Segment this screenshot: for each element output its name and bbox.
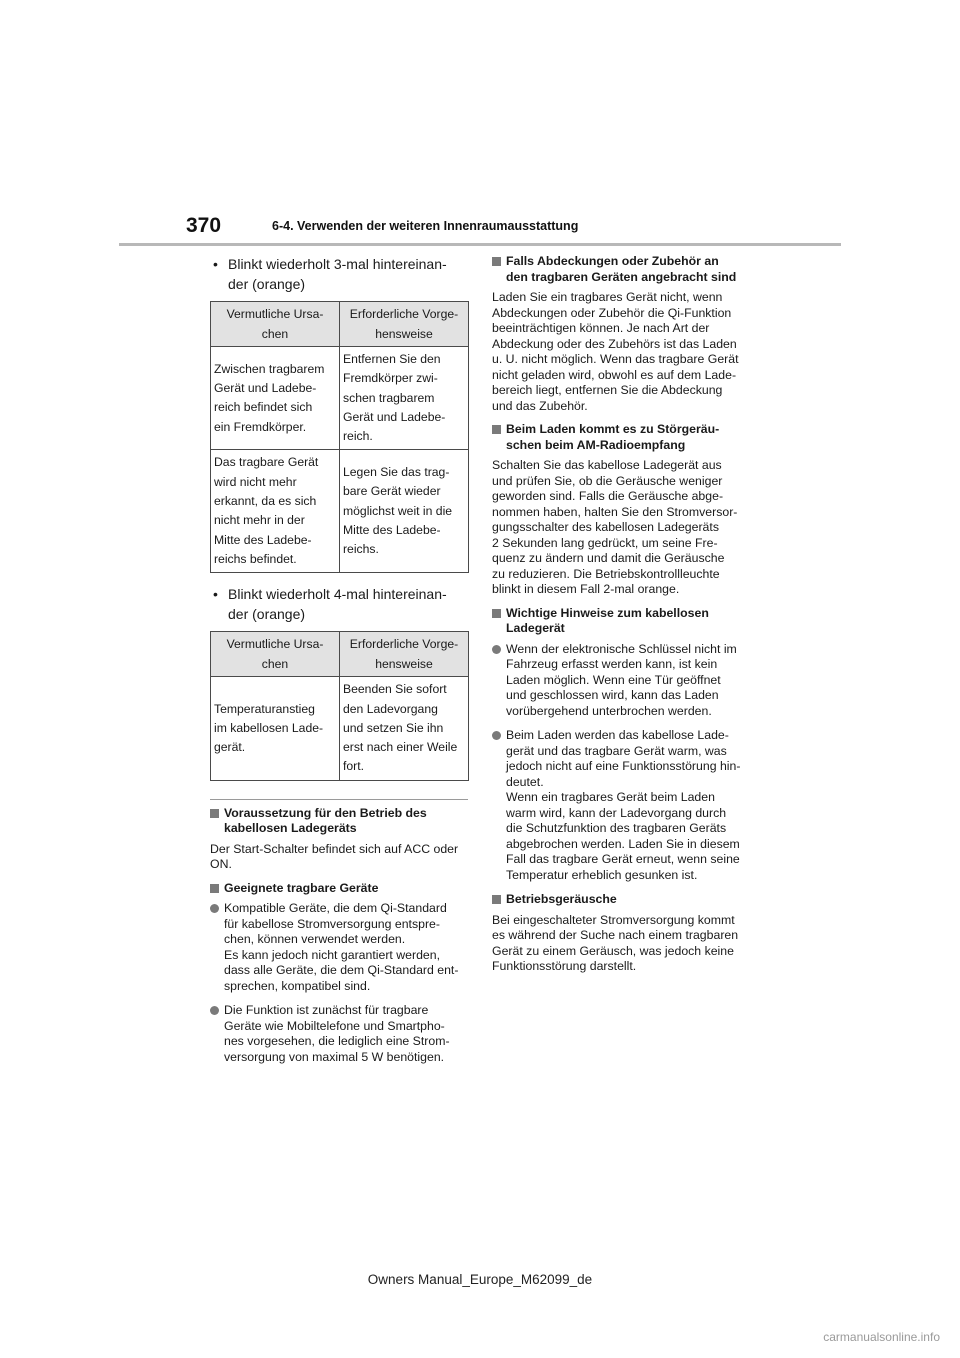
bullet-dot-icon: • <box>213 256 218 272</box>
footer-text: Owners Manual_Europe_M62099_de <box>367 1272 593 1287</box>
list-item-text: Die Funktion ist zunächst für tragbare Geräte wie Mobiltelefone und Smartpho- nes vorgesehen, die lediglich eine Strom- versorgung von maximal 5 W benötigen. <box>224 1003 450 1064</box>
paragraph: Bei eingeschalteter Stromversorgung kommt es während der Suche nach einem tragbaren Gerät zu einem Geräusch, was jedoch keine Funktionsstörung darstellt. <box>492 912 739 973</box>
list-item-text: Kompatible Geräte, die dem Qi-Standard für kabellose Stromversorgung entspre- chen, können verwendet werden. Es kann jedoch nicht garantiert werden, dass alle Geräte, die dem Qi-Standard ent- sprechen, kompatibel sind. <box>224 901 459 993</box>
heading-text: Wichtige Hinweise zum kabellosen Ladegerät <box>506 605 709 635</box>
right-column <box>492 254 754 983</box>
list-item <box>492 728 754 883</box>
action-cell: Entfernen Sie den Fremdkörper zwi- schen tragbarem Gerät und Ladebe- reich. <box>340 347 469 450</box>
list-item <box>210 1003 470 1065</box>
cause-cell: Das tragbare Gerät wird nicht mehr erkannt, da es sich nicht mehr in der Mitte des Ladebe- reichs befindet. <box>211 450 340 573</box>
heading-text: Betriebsgeräusche <box>506 892 617 906</box>
section-divider <box>210 799 468 800</box>
heading-voraussetzung <box>210 806 470 837</box>
list-item <box>492 642 754 720</box>
table-blink-3x <box>210 301 469 573</box>
square-bullet-icon <box>210 884 219 893</box>
heading-text: Geeignete tragbare Geräte <box>224 880 379 895</box>
left-column <box>210 254 470 1074</box>
header-cause: Vermutliche Ursa- chen <box>211 302 340 347</box>
blink-4x-text: Blinkt wiederholt 4-mal hintereinan- der (orange) <box>228 586 447 623</box>
square-bullet-icon <box>492 257 501 266</box>
heading-text: Voraussetzung für den Betrieb des kabellosen Ladegeräts <box>224 805 427 836</box>
header-cause: Vermutliche Ursa- chen <box>211 632 340 677</box>
circle-bullet-icon <box>210 904 219 913</box>
blink-4x-bullet <box>210 584 470 624</box>
table-row <box>211 677 469 780</box>
heading-geeignete-geraete <box>210 881 470 897</box>
square-bullet-icon <box>492 425 501 434</box>
circle-bullet-icon <box>210 1006 219 1015</box>
paragraph: Laden Sie ein tragbares Gerät nicht, wenn Abdeckungen oder Zubehör die Qi-Funktion beeinträchtigen können. Je nach Art der Abdeckung oder des Zubehörs ist das Laden u. U. nicht möglich. Wenn das tragbare Gerät nicht geladen wird, obwohl es auf dem Lade- bereich liegt, entfernen Sie die Abdeckung und das Zubehör. <box>492 290 739 413</box>
table-row <box>211 347 469 450</box>
header-rule <box>119 243 841 246</box>
action-cell: Legen Sie das trag- bare Gerät wieder möglichst weit in die Mitte des Ladebe- reichs. <box>340 450 469 573</box>
blink-3x-bullet <box>210 254 470 294</box>
heading-text: Beim Laden kommt es zu Störgeräu- schen beim AM-Radioempfang <box>506 422 720 452</box>
list-item <box>210 901 470 994</box>
blink-3x-text: Blinkt wiederholt 3-mal hintereinan- der (orange) <box>228 256 447 292</box>
list-item-text: Beim Laden werden das kabellose Lade- gerät und das tragbare Gerät warm, was jedoch nicht auf eine Funktionsstörung hin- deutet. Wenn ein tragbares Gerät beim Laden warm wird, kann der Ladevorgang durch die Schutzfunktion des tragbaren Geräts abgebrochen werden. Laden Sie in diesem Fall das tragbare Gerät erneut, wenn seine Temperatur erheblich gesunken ist. <box>506 728 741 882</box>
table-blink-4x <box>210 631 469 780</box>
circle-bullet-icon <box>492 731 501 740</box>
heading-betriebsgeraeusche <box>492 892 754 908</box>
watermark: carmanualsonline.info <box>823 1330 940 1344</box>
square-bullet-icon <box>492 609 501 618</box>
page-number: 370 <box>186 214 222 237</box>
heading-wichtige-hinweise <box>492 606 754 637</box>
circle-bullet-icon <box>492 645 501 654</box>
header-action: Erforderliche Vorge- hensweise <box>340 302 469 347</box>
table-header-row <box>211 632 469 677</box>
paragraph: Der Start-Schalter befindet sich auf ACC oder ON. <box>210 841 459 872</box>
table-row <box>211 450 469 573</box>
heading-stoergeraeusche <box>492 422 754 453</box>
square-bullet-icon <box>492 895 501 904</box>
header-action: Erforderliche Vorge- hensweise <box>340 632 469 677</box>
table-header-row <box>211 302 469 347</box>
paragraph: Schalten Sie das kabellose Ladegerät aus und prüfen Sie, ob die Geräusche weniger geworden sind. Falls die Geräusche abge- nommen haben, halten Sie den Stromversor- gungsschalter des kabellosen Ladegeräts 2 Sekunden lang gedrückt, um seine Fre- quenz zu ändern und damit die Geräusche zu reduzieren. Die Betriebskontrollleuchte blinkt in diesem Fall 2-mal orange. <box>492 458 738 596</box>
heading-text: Falls Abdeckungen oder Zubehör an den tragbaren Geräten angebracht sind <box>506 254 737 284</box>
square-bullet-icon <box>210 809 219 818</box>
cause-cell: Temperaturanstieg im kabellosen Lade- gerät. <box>211 677 340 780</box>
list-item-text: Wenn der elektronische Schlüssel nicht im Fahrzeug erfasst werden kann, ist kein Laden möglich. Wenn eine Tür geöffnet und geschlossen wird, kann das Laden vorübergehend unterbrochen werden. <box>506 641 737 718</box>
cause-cell: Zwischen tragbarem Gerät und Ladebe- reich befindet sich ein Fremdkörper. <box>211 347 340 450</box>
bullet-dot-icon: • <box>213 586 218 603</box>
section-title: 6-4. Verwenden der weiteren Innenraumausstattung <box>272 219 579 233</box>
heading-abdeckungen <box>492 254 754 285</box>
action-cell: Beenden Sie sofort den Ladevorgang und setzen Sie ihn erst nach einer Weile fort. <box>340 677 469 780</box>
